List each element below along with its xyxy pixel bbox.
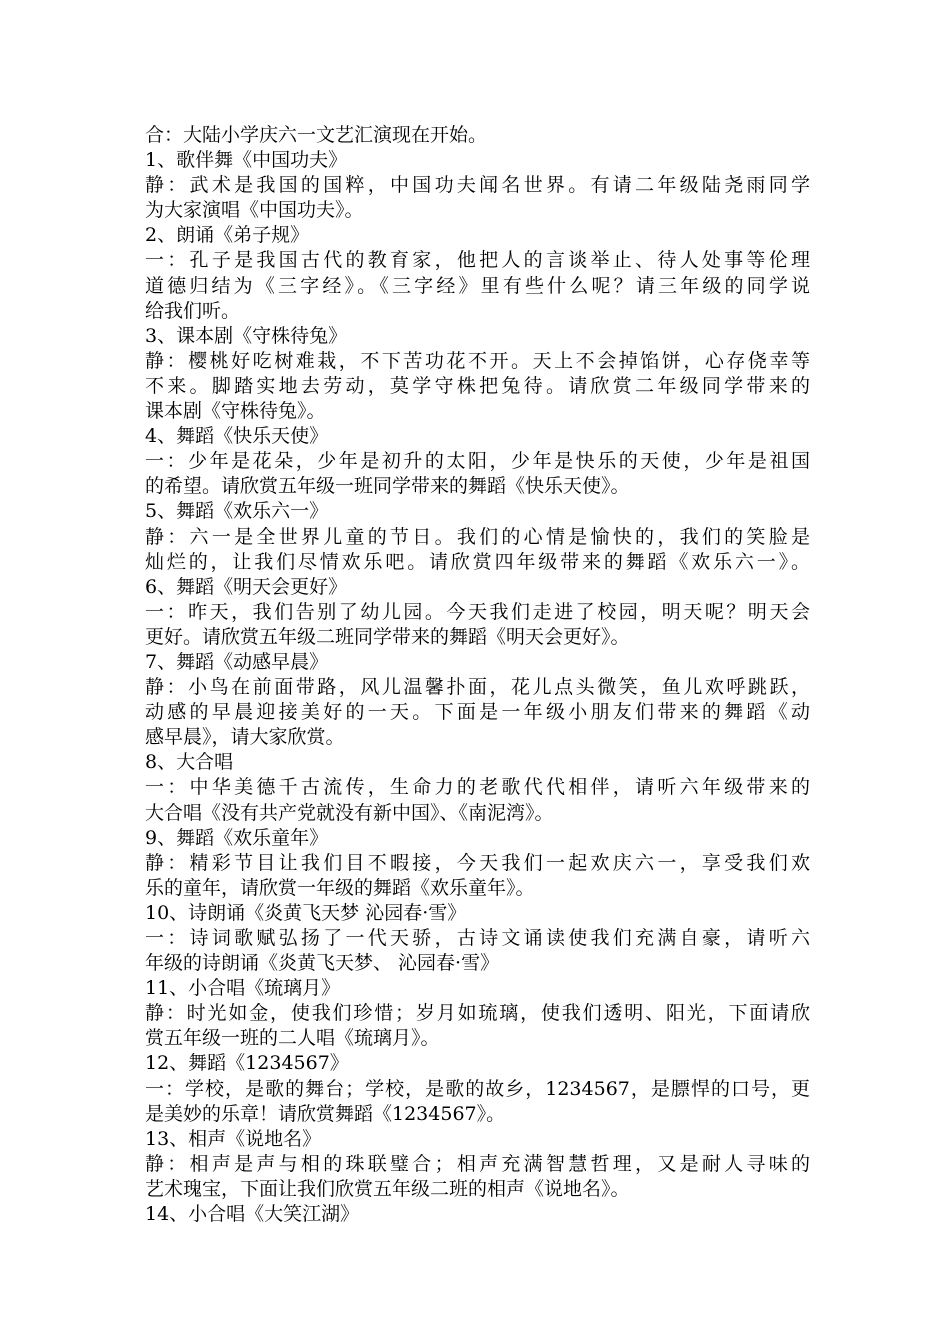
- text-line: 不来。脚踏实地去劳动，莫学守株把兔待。请欣赏二年级同学带来的: [145, 374, 810, 397]
- text-line: 14、小合唱《大笑江湖》: [145, 1203, 360, 1226]
- text-line: 年级的诗朗诵《炎黄飞天梦、 沁园春·雪》: [145, 952, 500, 975]
- text-line: 静：时光如金，使我们珍惜；岁月如琉璃，使我们透明、阳光，下面请欣: [145, 1002, 810, 1025]
- text-line: 艺术瑰宝，下面让我们欣赏五年级二班的相声《说地名》。: [145, 1177, 630, 1200]
- text-line: 静：武术是我国的国粹，中国功夫闻名世界。有请二年级陆尧雨同学: [145, 174, 810, 197]
- text-line: 的希望。请欣赏五年级一班同学带来的舞蹈《快乐天使》。: [145, 475, 630, 498]
- text-line: 4、舞蹈《快乐天使》: [145, 425, 329, 448]
- text-line: 一：昨天，我们告别了幼儿园。今天我们走进了校园，明天呢？明天会: [145, 600, 810, 623]
- text-line: 动感的早晨迎接美好的一天。下面是一年级小朋友们带来的舞蹈《动: [145, 701, 810, 724]
- text-line: 11、小合唱《琉璃月》: [145, 977, 341, 1000]
- text-line: 9、舞蹈《欢乐童年》: [145, 826, 329, 849]
- text-line: 一：学校，是歌的舞台；学校，是歌的故乡，1234567，是膘悍的口号，更: [145, 1077, 810, 1100]
- text-line: 更好。请欣赏五年级二班同学带来的舞蹈《明天会更好》。: [145, 625, 630, 648]
- text-line: 静：樱桃好吃树难栽，不下苦功花不开。天上不会掉馅饼，心存侥幸等: [145, 349, 810, 372]
- text-line: 6、舞蹈《明天会更好》: [145, 575, 348, 598]
- text-line: 8、大合唱: [145, 751, 234, 774]
- text-line: 静：精彩节目让我们目不暇接，今天我们一起欢庆六一，享受我们欢: [145, 851, 810, 874]
- text-line: 赏五年级一班的二人唱《琉璃月》。: [145, 1027, 440, 1050]
- text-line: 一：中华美德千古流传，生命力的老歌代代相伴，请听六年级带来的: [145, 776, 810, 799]
- text-line: 为大家演唱《中国功夫》。: [145, 199, 364, 222]
- text-line: 13、相声《说地名》: [145, 1127, 322, 1150]
- text-line: 静：小鸟在前面带路，风儿温馨扑面，花儿点头微笑，鱼儿欢呼跳跃，: [145, 676, 810, 699]
- text-line: 合：大陆小学庆六一文艺汇演现在开始。: [145, 124, 488, 146]
- text-line: 一：孔子是我国古代的教育家，他把人的言谈举止、待人处事等伦理: [145, 249, 810, 272]
- text-line: 课本剧《守株待兔》。: [145, 400, 326, 423]
- text-line: 一：诗词歌赋弘扬了一代天骄，古诗文诵读使我们充满自豪，请听六: [145, 927, 810, 949]
- text-line: 给我们听。: [145, 299, 241, 322]
- text-line: 5、舞蹈《欢乐六一》: [145, 500, 329, 523]
- text-line: 2、朗诵《弟子规》: [145, 224, 310, 247]
- text-line: 道德归结为《三字经》。《三字经》里有些什么呢？请三年级的同学说: [145, 274, 810, 297]
- text-line: 静：相声是声与相的珠联璧合；相声充满智慧哲理，又是耐人寻味的: [145, 1152, 810, 1175]
- text-line: 一：少年是花朵，少年是初升的太阳，少年是快乐的天使，少年是祖国: [145, 450, 810, 473]
- text-line: 3、课本剧《守株待兔》: [145, 324, 348, 347]
- text-line: 灿烂的，让我们尽情欢乐吧。请欣赏四年级带来的舞蹈《欢乐六一》。: [145, 550, 810, 573]
- text-line: 1、歌伴舞《中国功夫》: [145, 149, 348, 172]
- text-line: 12、舞蹈《1234567》: [145, 1052, 349, 1075]
- text-line: 静：六一是全世界儿童的节日。我们的心情是愉快的，我们的笑脸是: [145, 525, 810, 548]
- text-line: 是美妙的乐章！请欣赏舞蹈《1234567》。: [145, 1102, 506, 1125]
- text-line: 大合唱《没有共产党就没有新中国》、《南泥湾》。: [145, 801, 554, 824]
- text-line: 7、舞蹈《动感早晨》: [145, 650, 329, 673]
- text-line: 乐的童年，请欣赏一年级的舞蹈《欢乐童年》。: [145, 876, 535, 899]
- text-line: 10、诗朗诵《炎黄飞天梦 沁园春·雪》: [145, 901, 467, 924]
- document-body: [145, 123, 810, 1227]
- text-line: 感早晨》，请大家欣赏。: [145, 726, 345, 749]
